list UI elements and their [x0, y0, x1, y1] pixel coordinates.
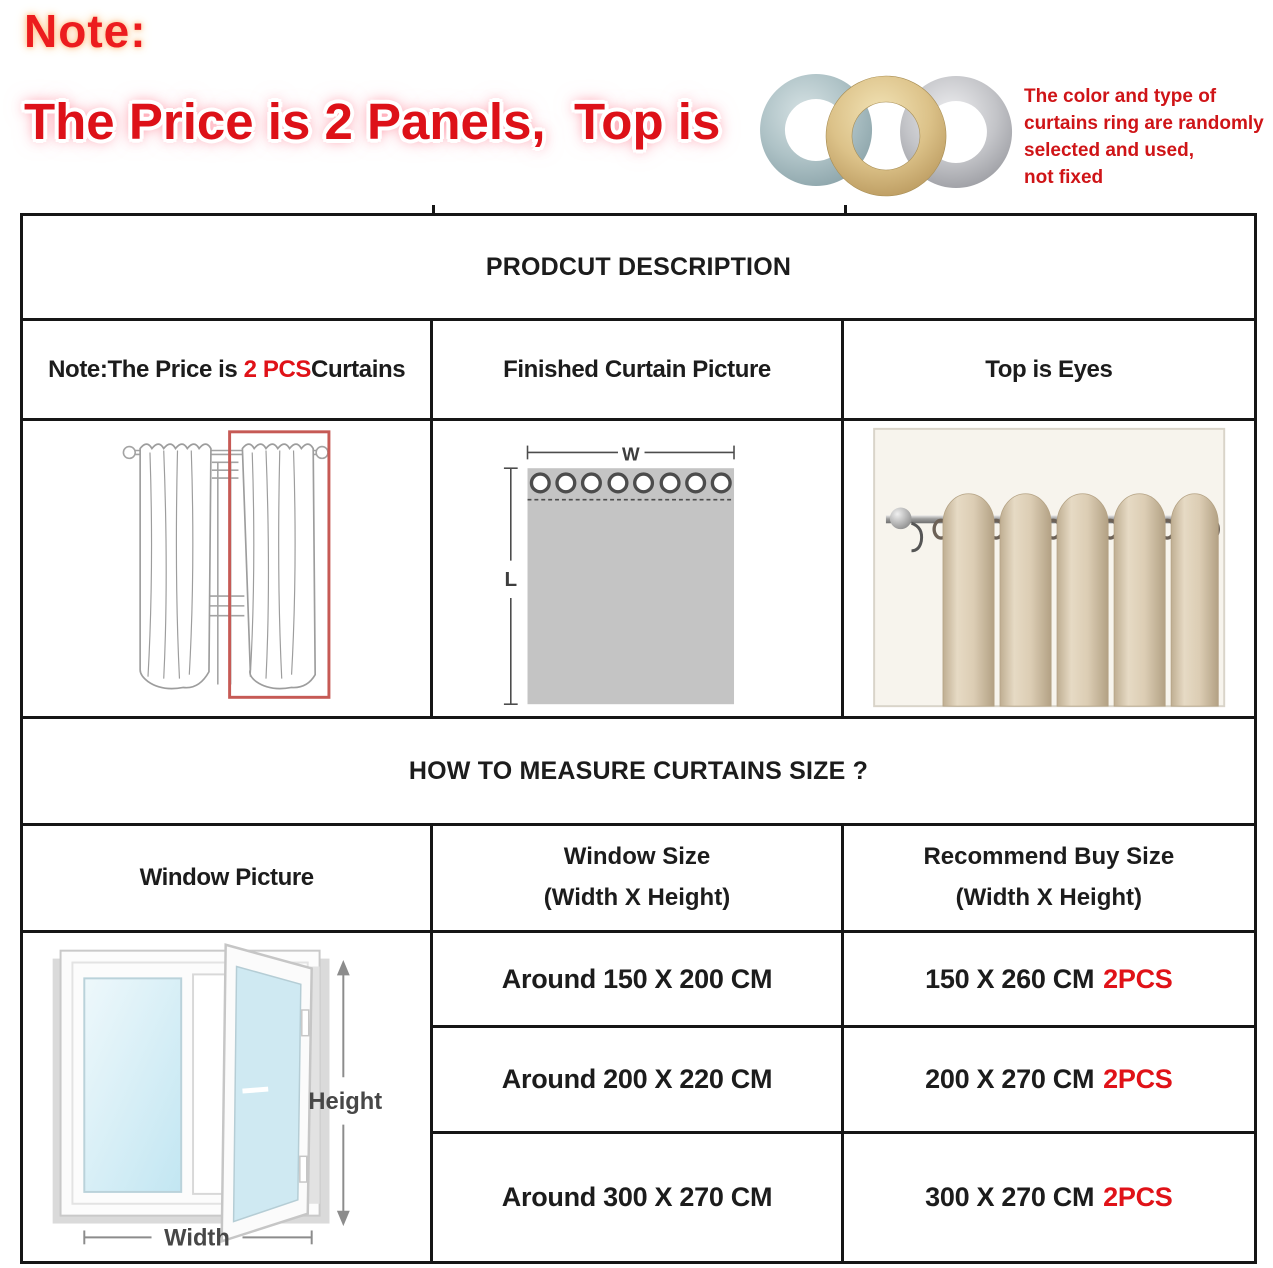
size-header-buy-size [844, 826, 1254, 933]
ring-note-line: The color and type of [1024, 86, 1217, 107]
buy-size-row [844, 933, 1254, 1028]
size-header-window-picture: Window Picture [23, 826, 433, 933]
size-header-line: (Width X Height) [955, 884, 1143, 911]
two-panels-illustration [23, 421, 430, 716]
window-picture-cell [23, 933, 433, 1261]
measure-title: HOW TO MEASURE CURTAINS SIZE ? [23, 719, 1254, 826]
size-header-window-size [433, 826, 843, 933]
open-sash [222, 945, 312, 1242]
table-top-tick [844, 205, 847, 214]
table-title: PRODCUT DESCRIPTION [23, 216, 1254, 321]
price-note-line: The Price is 2 Panels, Top is [24, 93, 721, 150]
window-size-row: Around 150 X 200 CM [433, 933, 843, 1028]
buy-size-value: 300 X 270 CM [925, 1182, 1095, 1212]
width-label: Width [164, 1225, 230, 1252]
top-is-eyes-cell [844, 421, 1254, 719]
curtain-rings-image [752, 64, 1020, 208]
height-label: Height [308, 1088, 383, 1115]
buy-size-value: 200 X 270 CM [925, 1064, 1095, 1094]
window-diagram [23, 933, 430, 1261]
window-size-row: Around 200 X 220 CM [433, 1028, 843, 1134]
w-dimension-label: W [622, 443, 640, 465]
header-price-note [23, 321, 433, 421]
pcs-badge: 2PCS [1103, 1064, 1173, 1094]
finished-curtain-cell [433, 421, 843, 719]
pcs-badge: 2PCS [1103, 963, 1173, 994]
buy-size-row [844, 1028, 1254, 1134]
header-price-prefix: Note:The Price is [48, 355, 244, 383]
finished-curtain-diagram [433, 421, 840, 716]
buy-size-row [844, 1134, 1254, 1261]
curtain-panels-cell [23, 421, 433, 719]
product-table [20, 213, 1257, 1264]
table-top-tick [432, 205, 435, 214]
grommet-curtain-photo [844, 421, 1254, 716]
size-header-line: Recommend Buy Size [923, 843, 1175, 871]
ring-color-note [1024, 84, 1270, 192]
size-header-line: Window Size [563, 843, 711, 871]
header-top-is-eyes: Top is Eyes [844, 321, 1254, 421]
ring-note-line: curtains ring are randomly [1024, 112, 1264, 134]
header-price-suffix: Curtains [311, 355, 406, 383]
size-header-line: (Width X Height) [543, 884, 731, 911]
ring-note-line: selected and used, [1024, 139, 1195, 161]
note-heading: Note: [24, 5, 147, 57]
curtain-rings-illustration [752, 64, 1020, 208]
buy-size-value: 150 X 260 CM [925, 963, 1095, 994]
l-dimension-label: L [504, 568, 518, 592]
ring-note-line: not fixed [1024, 166, 1104, 188]
header-finished-picture: Finished Curtain Picture [433, 321, 843, 421]
pcs-badge: 2PCS [1103, 1182, 1173, 1212]
ring-gold [826, 76, 946, 196]
window-size-row: Around 300 X 270 CM [433, 1134, 843, 1261]
header-price-highlight: 2 PCS [243, 355, 312, 383]
